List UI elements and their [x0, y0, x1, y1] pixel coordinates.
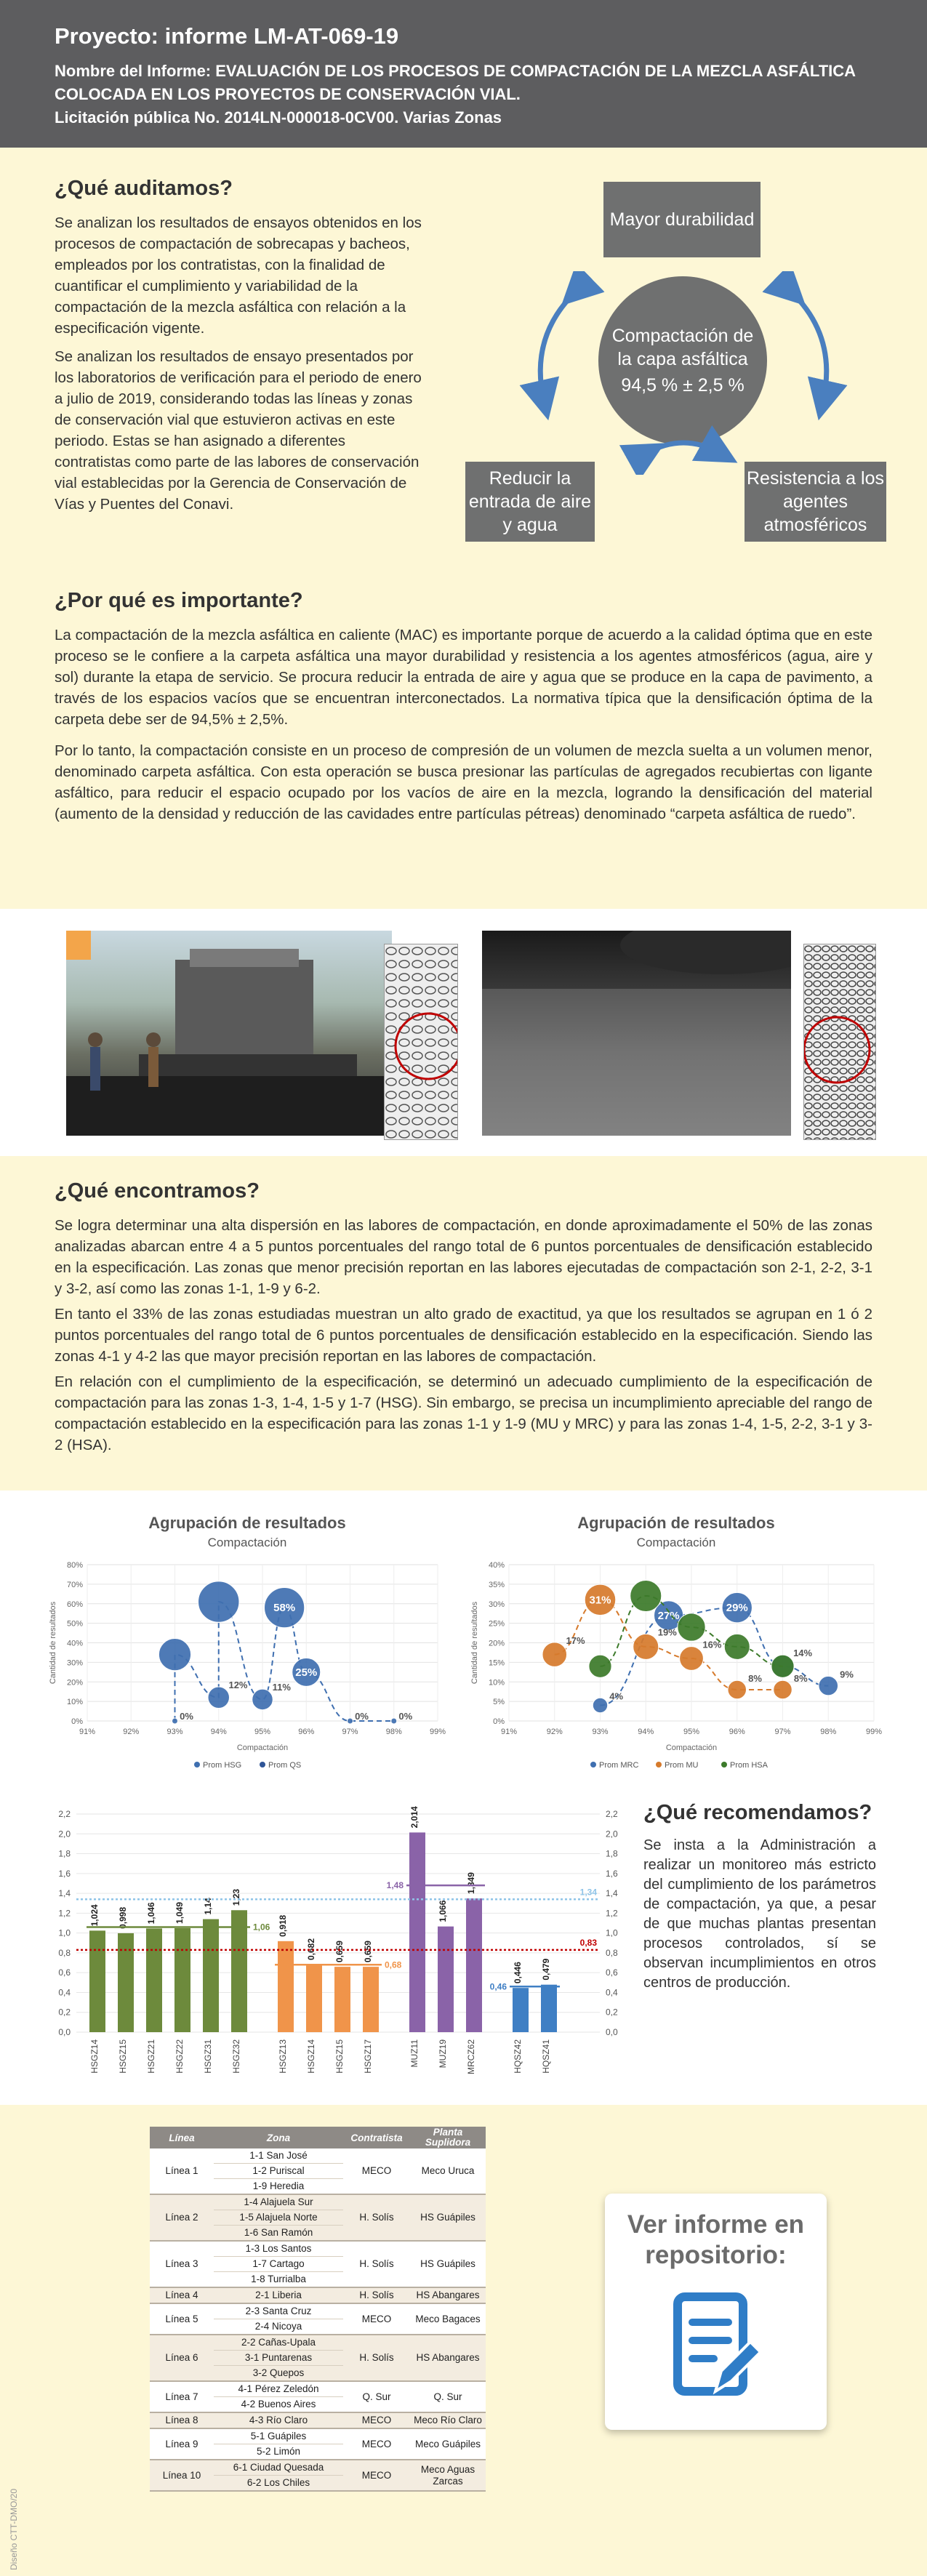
bubble-label: 9% — [840, 1669, 854, 1680]
category-label: HQSZ42 — [513, 2039, 523, 2074]
bubble-label: 27% — [657, 1609, 680, 1622]
group-separator — [150, 2490, 486, 2492]
group-mean-label: 1,06 — [253, 1922, 270, 1933]
cell-zona: 4-2 Buenos Aires — [241, 2399, 316, 2410]
y2-tick-label: 0,6 — [606, 1967, 618, 1978]
bubble-point — [208, 1687, 229, 1708]
y2-tick-label: 2,2 — [606, 1809, 618, 1819]
group-mean-label: 0,68 — [385, 1959, 402, 1970]
y-tick-label: 0,0 — [58, 2027, 71, 2037]
bubble-point — [589, 1655, 611, 1677]
table-row — [150, 2242, 486, 2257]
cell-zona: 2-2 Cañas-Upala — [214, 2335, 343, 2351]
table-row — [150, 2195, 486, 2210]
x-tick-label: 92% — [546, 1728, 563, 1736]
cell-linea: Línea 3 — [165, 2258, 198, 2269]
bubble-label: 8% — [748, 1673, 762, 1685]
legend-marker — [260, 1762, 265, 1768]
group-mean-label: 0,46 — [489, 1981, 507, 1992]
cell-zona: 5-1 Guápiles — [214, 2429, 343, 2444]
x-tick-label: 98% — [385, 1728, 402, 1736]
bar-value-label: 0,659 — [363, 1941, 373, 1963]
category-label: MRCZ62 — [466, 2039, 476, 2075]
x-tick-label: 97% — [342, 1728, 358, 1736]
cell-zona: 3-1 Puntarenas — [214, 2351, 343, 2366]
bar — [146, 1928, 162, 2032]
loose-mix-illustration — [385, 944, 458, 1140]
cell-linea: Línea 6 — [165, 2352, 198, 2363]
y2-tick-label: 1,4 — [606, 1888, 618, 1899]
cell-contratista: H. Solís — [359, 2212, 394, 2223]
bar — [466, 1898, 482, 2032]
category-label: MUZ19 — [438, 2039, 448, 2069]
chart-bars — [44, 1792, 633, 2098]
y-tick-label: 20% — [488, 1639, 505, 1648]
loose-mix-detail — [384, 944, 458, 1140]
bar-value-label: 1,066 — [438, 1900, 448, 1922]
category-label: HSGZ13 — [278, 2039, 288, 2074]
category-label: HSGZ22 — [174, 2039, 185, 2074]
category-label: HSGZ15 — [334, 2039, 345, 2074]
legend-marker — [721, 1762, 727, 1768]
y-tick-label: 50% — [66, 1619, 83, 1629]
y-tick-label: 1,2 — [58, 1908, 71, 1919]
cell-zona: 2-1 Liberia — [255, 2290, 302, 2300]
bubble-point — [819, 1676, 838, 1696]
x-tick-label: 91% — [500, 1728, 518, 1736]
cell-linea: Línea 9 — [165, 2438, 198, 2449]
cell-planta: HS Guápiles — [420, 2212, 475, 2223]
cell-planta: Meco Bagaces — [415, 2313, 481, 2324]
cell-linea: Línea 5 — [165, 2313, 198, 2324]
y-tick-label: 0% — [71, 1717, 83, 1726]
category-label: HSGZ31 — [203, 2039, 213, 2074]
cell-linea: Línea 8 — [165, 2415, 198, 2425]
table-row — [150, 2335, 486, 2351]
y-tick-label: 2,0 — [58, 1829, 71, 1839]
bubble-label: 8% — [793, 1673, 808, 1685]
bubble-point — [680, 1647, 704, 1671]
bar-value-label: 1,046 — [146, 1902, 156, 1925]
x-tick-label: 92% — [123, 1728, 140, 1736]
chart-hsg-qs — [44, 1499, 451, 1786]
category-label: HSGZ21 — [146, 2039, 156, 2074]
legend-label: Prom MRC — [599, 1761, 639, 1770]
x-tick-label: 97% — [774, 1728, 791, 1736]
importante-p2: Por lo tanto, la compactación consiste en un proceso de compresión de un volumen de mezcla suelta a un volumen menor, denominado carpeta asfáltica. Con esta operación se busca presionar las partículas de agregados recubiertas con ligante asfáltico, para reducir el espacio ocupado por los vacíos de aire en la mezcla, logrando la densificación del material (aumento de la densidad y reducción de las cavidades entre partículas pétreas) denominado “carpeta asfáltica de ruedo”. — [55, 742, 872, 822]
x-tick-label: 93% — [592, 1728, 609, 1736]
bar — [203, 1919, 219, 2032]
box-reducir-entrada: Reducir la entrada de aire y agua — [465, 462, 595, 542]
section-importante — [0, 589, 927, 909]
x-tick-label: 95% — [683, 1728, 700, 1736]
cell-zona: 1-4 Alajuela Sur — [214, 2195, 343, 2210]
bar-value-label: 1,024 — [89, 1904, 100, 1927]
y-tick-label: 70% — [66, 1580, 83, 1589]
recomendamos-title: ¿Qué recomendamos? — [643, 1801, 872, 1824]
table-row — [150, 2429, 486, 2444]
table-row — [150, 2304, 486, 2319]
cell-contratista: H. Solís — [359, 2290, 394, 2300]
bubble-point — [593, 1698, 607, 1712]
y2-tick-label: 1,6 — [606, 1868, 618, 1879]
y-tick-label: 30% — [66, 1658, 83, 1668]
bar — [231, 1910, 247, 2032]
licitacion: Licitación pública No. 2014LN-000018-0CV00. Varias Zonas — [55, 108, 502, 127]
bubble-point — [348, 1718, 353, 1724]
bubble-point — [391, 1718, 397, 1724]
col-planta: Planta Suplidora — [410, 2127, 486, 2148]
y-axis-label: Cantidad de resultados — [49, 1601, 57, 1685]
bar — [438, 1927, 454, 2032]
cell-contratista: MECO — [361, 2469, 392, 2481]
y-tick-label: 10% — [488, 1678, 505, 1688]
y-tick-label: 15% — [488, 1658, 505, 1668]
bubble-label: 58% — [273, 1602, 296, 1615]
y-tick-label: 1,8 — [58, 1848, 71, 1859]
section-auditamos — [0, 148, 927, 598]
table-row — [150, 2148, 486, 2164]
bar-value-label: 1,349 — [466, 1872, 476, 1895]
auditamos-p2: Se analizan los resultados de ensayo presentados por los laboratorios de verificación para el periodo de enero a julio de 2019, considerando todas las líneas y zonas de conservación vial que estuvieron activas en este periodo. Estas se han asignado a diferentes contratistas como parte de las labores de conservación vial establecidas por la Gerencia de Conservación de Vías y Puentes del Conavi. — [55, 348, 422, 513]
recomendamos-block — [643, 1799, 876, 1993]
document-edit-icon[interactable] — [670, 2290, 761, 2406]
y2-tick-label: 2,0 — [606, 1829, 618, 1839]
chart1-subtitle: Compactación — [207, 1536, 287, 1549]
bubble-point — [774, 1680, 792, 1699]
legend-label: Prom HSG — [203, 1761, 242, 1770]
bubble-label: 14% — [793, 1648, 813, 1659]
col-contratista: Contratista — [343, 2127, 410, 2148]
bar — [409, 1832, 425, 2032]
y-tick-label: 1,4 — [58, 1888, 71, 1899]
encontramos-p2: En tanto el 33% de las zonas estudiadas muestran un alto grado de exactitud, ya que los resultados se agrupan en 1 ó 2 puntos porcentuales del rango total de 6 puntos porcentuales de densificación establecido en la especificación. Siendo las zonas 4-1 y 4-2 las que mayor precisión reportan en las labores de compactación. — [55, 1306, 872, 1365]
cell-contratista: H. Solís — [359, 2258, 394, 2269]
zones-table — [150, 2127, 486, 2492]
category-label: HSGZ14 — [306, 2039, 316, 2074]
bar-value-label: 0,446 — [513, 1962, 523, 1984]
bubble-point — [158, 1639, 190, 1671]
cell-planta: Meco Aguas Zarcas — [420, 2463, 475, 2487]
y2-tick-label: 0,4 — [606, 1987, 618, 1998]
category-label: MUZ11 — [409, 2039, 420, 2068]
bubble-label: 31% — [589, 1594, 611, 1607]
center-value: 94,5 % ± 2,5 % — [621, 375, 745, 396]
cell-zona: 2-3 Santa Cruz — [214, 2304, 343, 2319]
compacted-asphalt-photo — [482, 931, 791, 1136]
asphalt-illustration — [482, 931, 791, 1136]
cell-contratista: MECO — [361, 2415, 392, 2425]
y-tick-label: 80% — [66, 1561, 83, 1570]
cell-contratista: MECO — [361, 2438, 392, 2449]
x-tick-label: 98% — [820, 1728, 837, 1736]
bubble-label: 29% — [726, 1602, 748, 1615]
legend-label: Prom QS — [268, 1761, 302, 1770]
category-label: HSGZ32 — [231, 2039, 241, 2074]
bar-value-label: 0,479 — [541, 1958, 551, 1981]
y-tick-label: 0,2 — [58, 2007, 71, 2018]
col-zona: Zona — [214, 2127, 343, 2148]
x-axis-label: Compactación — [665, 1744, 718, 1752]
legend-label: Prom HSA — [730, 1761, 768, 1770]
y-tick-label: 1,6 — [58, 1868, 71, 1879]
legend-label: Prom MU — [665, 1761, 699, 1770]
bubble-label: 16% — [702, 1639, 722, 1650]
compacted-mix-illustration — [804, 944, 876, 1140]
project-title: Proyecto: informe LM-AT-069-19 — [55, 23, 399, 49]
x-axis-label: Compactación — [236, 1744, 289, 1752]
bar-value-label: 0,682 — [306, 1938, 316, 1960]
importante-p1: La compactación de la mezcla asfáltica en caliente (MAC) es importante porque de acuerdo a la calidad óptima que en este proceso se le confiere a la carpeta asfáltica una mayor durabilidad y resistencia a los agentes atmosféricos (agua, aire y sol) durante la etapa de servicio. Se procura reducir la entrada de aire y agua que se produce en la capa de pavimento, a través de los espacios vacíos que se encuentran interconectados. La normativa típica que la densificación óptima de la carpeta debe ser de 94,5% ± 2,5%. — [55, 627, 872, 728]
center-title: Compactación de la capa asfáltica — [611, 326, 754, 369]
bubble-label: 19% — [657, 1626, 677, 1638]
bar-chart-svg — [44, 1792, 633, 2098]
paving-photo — [66, 931, 392, 1136]
bar — [513, 1988, 529, 2032]
y-tick-label: 0% — [493, 1717, 505, 1726]
repository-card[interactable] — [605, 2194, 827, 2430]
design-credit: Diseño CTT-DMO/20 — [9, 2488, 19, 2570]
cell-zona: 6-2 Los Chiles — [246, 2477, 310, 2488]
y-tick-label: 40% — [66, 1639, 83, 1648]
box-resistencia: Resistencia a los agentes atmosféricos — [745, 462, 886, 542]
chart1-svg — [44, 1550, 451, 1786]
cell-planta: Meco Uruca — [421, 2165, 475, 2176]
cell-planta: Meco Río Claro — [414, 2415, 482, 2425]
bubble-point — [630, 1580, 662, 1611]
bar — [306, 1965, 322, 2032]
table-header-row — [150, 2127, 486, 2148]
y-axis-label: Cantidad de resultados — [470, 1601, 479, 1685]
table-row — [150, 2288, 486, 2303]
section-encontramos — [0, 1156, 927, 1490]
bar — [363, 1967, 379, 2032]
category-label: HQSZ41 — [541, 2039, 551, 2074]
cell-contratista: MECO — [361, 2313, 392, 2324]
cell-zona: 1-2 Puriscal — [214, 2164, 343, 2179]
reference-label: 1,34 — [579, 1887, 597, 1898]
y-tick-label: 0,6 — [58, 1967, 71, 1978]
page-header — [0, 0, 927, 148]
recomendamos-p1: Se insta a la Administración a realizar un monitoreo más estricto del cumplimiento de los parámetros de compactación, ya que, a pesar de que muchas plantas presentan procesos controlados, sí se observan incumplimientos en otros centros de producción. — [643, 1837, 876, 1991]
y-tick-label: 60% — [66, 1600, 83, 1609]
bar — [541, 1985, 557, 2032]
y-tick-label: 40% — [488, 1561, 505, 1570]
bubble-point — [771, 1655, 794, 1677]
y2-tick-label: 1,8 — [606, 1848, 618, 1859]
y2-tick-label: 0,2 — [606, 2007, 618, 2018]
charts-band — [0, 1490, 927, 2105]
cell-contratista: Q. Sur — [362, 2391, 391, 2402]
cell-zona: 3-2 Quepos — [252, 2367, 305, 2378]
bubble-label: 25% — [295, 1666, 318, 1679]
bubble-label: 11% — [272, 1682, 291, 1693]
bubble-point — [728, 1680, 747, 1699]
bar-value-label: 0,918 — [278, 1914, 288, 1937]
bubble-point — [633, 1634, 659, 1659]
cell-contratista: MECO — [361, 2165, 392, 2176]
col-linea: Línea — [150, 2127, 214, 2148]
y-tick-label: 1,0 — [58, 1927, 71, 1938]
legend-marker — [656, 1762, 662, 1768]
chart2-svg — [465, 1550, 887, 1786]
cell-linea: Línea 2 — [165, 2212, 198, 2223]
x-tick-label: 96% — [298, 1728, 315, 1736]
y2-tick-label: 0,0 — [606, 2027, 618, 2037]
legend-marker — [194, 1762, 200, 1768]
reference-label: 0,83 — [579, 1937, 597, 1948]
bar-value-label: 2,014 — [409, 1806, 420, 1829]
cell-planta: Meco Guápiles — [414, 2438, 481, 2449]
y-tick-label: 25% — [488, 1619, 505, 1629]
x-tick-label: 93% — [166, 1728, 183, 1736]
x-tick-label: 96% — [729, 1728, 745, 1736]
category-label: HSGZ17 — [363, 2039, 373, 2074]
encontramos-p3: En relación con el cumplimiento de la especificación, se determinó un adecuado cumplimiento de la especificación de compactación para las zonas 1-3, 1-4, 1-5 y 1-7 (HSG). Sin embargo, se precisa un incumplimiento apreciable del rango de compactación establecido en la especificación para las zonas 1-1 y 1-9 (MU y MRC) y para las zonas 1-4, 1-5, 2-2, 3-1 y 3-2 (HSA). — [55, 1373, 872, 1453]
bar-value-label: 1,14 — [203, 1898, 213, 1915]
cell-zona: 2-4 Nicoya — [254, 2321, 302, 2332]
bubble-point — [542, 1642, 567, 1667]
importante-title: ¿Por qué es importante? — [55, 589, 303, 612]
bubble-label: 4% — [609, 1690, 624, 1702]
y-tick-label: 20% — [66, 1678, 83, 1688]
cell-zona: 4-1 Pérez Zeledón — [214, 2382, 343, 2397]
bar-value-label: 1,049 — [174, 1901, 185, 1924]
chart-mrc-mu-hsa — [465, 1499, 887, 1786]
group-mean-label: 1,48 — [386, 1880, 404, 1891]
chart1-title: Agrupación de resultados — [148, 1514, 346, 1532]
bar — [89, 1930, 105, 2032]
y2-tick-label: 0,8 — [606, 1947, 618, 1958]
bar — [334, 1967, 350, 2032]
cell-zona: 1-3 Los Santos — [214, 2242, 343, 2257]
x-tick-label: 95% — [254, 1728, 271, 1736]
cell-linea: Línea 1 — [165, 2165, 198, 2176]
cell-linea: Línea 10 — [162, 2469, 201, 2481]
y2-tick-label: 1,0 — [606, 1927, 618, 1938]
auditamos-title: ¿Qué auditamos? — [55, 177, 233, 200]
category-label: HSGZ15 — [118, 2039, 128, 2074]
cell-zona: 1-8 Turrialba — [251, 2274, 306, 2284]
box-mayor-durabilidad: Mayor durabilidad — [603, 182, 761, 257]
bubble-label: 0% — [355, 1711, 369, 1722]
bubble-label: 0% — [398, 1711, 413, 1722]
bubble-label: 0% — [180, 1711, 193, 1722]
section-zones — [0, 2105, 927, 2576]
repository-label: Ver informe en repositorio: — [627, 2210, 805, 2269]
bubble-point — [198, 1581, 239, 1622]
x-tick-label: 94% — [210, 1728, 227, 1736]
cell-zona: 5-2 Limón — [256, 2446, 301, 2457]
table-row — [150, 2413, 486, 2428]
y-tick-label: 30% — [488, 1600, 505, 1609]
y-tick-label: 10% — [66, 1698, 83, 1707]
y2-tick-label: 1,2 — [606, 1908, 618, 1919]
y-tick-label: 5% — [493, 1698, 505, 1707]
x-tick-label: 99% — [865, 1728, 883, 1736]
report-name: Nombre del Informe: EVALUACIÓN DE LOS PROCESOS DE COMPACTACIÓN DE LA MEZCLA ASFÁLTICA COLOCADA EN LOS PROYECTOS DE CONSERVACIÓN VIAL. — [55, 62, 856, 103]
bubble-label: 12% — [228, 1680, 248, 1691]
bar — [118, 1933, 134, 2032]
bubble-point — [678, 1613, 705, 1641]
bubble-point — [252, 1689, 273, 1710]
cell-zona: 1-7 Cartago — [214, 2257, 343, 2272]
cell-planta: HS Abangares — [416, 2352, 480, 2363]
legend-marker — [590, 1762, 596, 1768]
bubble-label: 17% — [566, 1634, 585, 1646]
cell-zona: 6-1 Ciudad Quesada — [214, 2460, 343, 2476]
bar — [278, 1941, 294, 2032]
bar — [174, 1928, 190, 2032]
encontramos-title: ¿Qué encontramos? — [55, 1179, 260, 1203]
y-tick-label: 0,4 — [58, 1987, 71, 1998]
cell-zona: 4-3 Río Claro — [249, 2415, 308, 2425]
y-tick-label: 2,2 — [58, 1809, 71, 1819]
chart2-title: Agrupación de resultados — [577, 1514, 775, 1532]
photo-band — [0, 909, 927, 1156]
cell-planta: Q. Sur — [433, 2391, 462, 2402]
bar-value-label: 0,998 — [118, 1906, 128, 1929]
cell-contratista: H. Solís — [359, 2352, 394, 2363]
table-row — [150, 2460, 486, 2476]
y-tick-label: 0,8 — [58, 1947, 71, 1958]
x-tick-label: 91% — [79, 1728, 96, 1736]
cell-zona: 1-5 Alajuela Norte — [214, 2210, 343, 2226]
cell-linea: Línea 4 — [165, 2290, 198, 2300]
category-label: HSGZ14 — [89, 2039, 100, 2074]
table-row — [150, 2382, 486, 2397]
cycle-arrows — [509, 271, 858, 475]
cell-zona: 1-9 Heredia — [252, 2180, 305, 2191]
cell-zona: 1-6 San Ramón — [244, 2227, 313, 2238]
bar-value-label: 1,23 — [231, 1888, 241, 1906]
cell-linea: Línea 7 — [165, 2391, 198, 2402]
bubble-point — [172, 1718, 178, 1724]
bubble-point — [724, 1634, 750, 1659]
chart2-subtitle: Compactación — [636, 1536, 716, 1549]
encontramos-p1: Se logra determinar una alta dispersión en las labores de compactación, en donde aproximadamente el 50% de las zonas analizadas abarcan entre 4 a 5 puntos porcentuales del rango total de 6 puntos porcentuales de densificación establecido en la especificación. Las zonas que menor precisión reportan en las labores ejecutadas de compactación son 2-1, 2-2, 3-1 y 3-2, así como las zonas 1-1, 1-9 y 6-2. — [55, 1217, 872, 1297]
cell-zona: 1-1 San José — [214, 2148, 343, 2164]
x-tick-label: 99% — [429, 1728, 446, 1736]
y-tick-label: 35% — [488, 1580, 505, 1589]
cell-planta: HS Abangares — [416, 2290, 480, 2300]
compacted-mix-detail — [803, 944, 876, 1140]
auditamos-p1: Se analizan los resultados de ensayos obtenidos en los procesos de compactación de sobrecapas y bacheos, empleados por los contratistas, con la finalidad de cuantificar el cumplimiento y variabilidad de la compactación de la mezcla asfáltica con relación a la especificación vigente. — [55, 214, 422, 337]
x-tick-label: 94% — [638, 1728, 654, 1736]
cell-planta: HS Guápiles — [420, 2258, 475, 2269]
paving-illustration — [66, 931, 392, 1136]
bar-value-label: 0,659 — [334, 1941, 345, 1963]
